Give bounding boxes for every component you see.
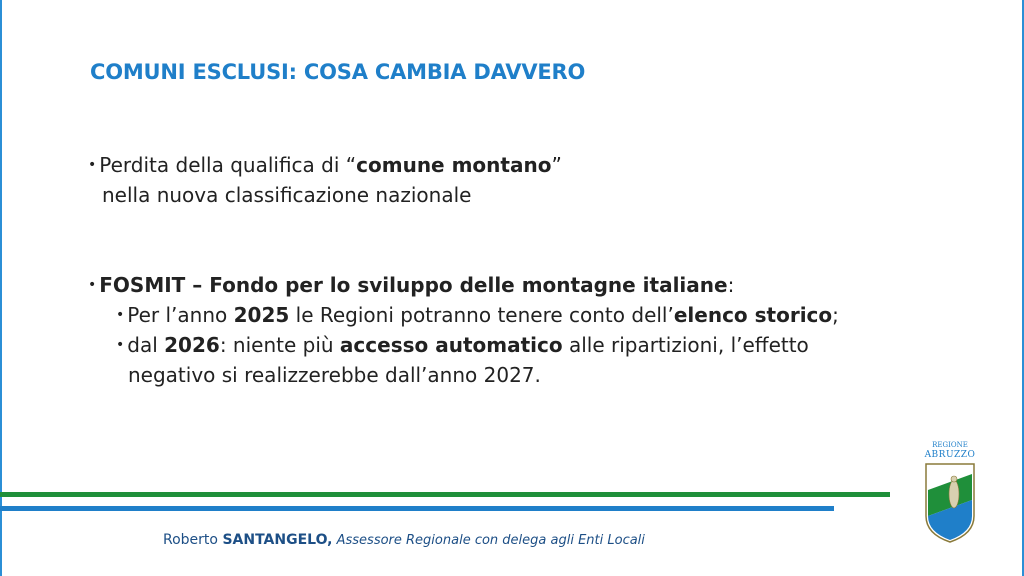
spacer [88,210,968,270]
sub-bullet-1-year: 2025 [233,303,290,327]
bullet-1-bold: comune montano [356,153,552,177]
slide-title: COMUNI ESCLUSI: COSA CAMBIA DAVVERO [90,60,586,84]
bullet-dot: • [88,277,97,293]
sub-bullet-2-year: 2026 [164,333,220,357]
sub-bullet-1-text-c: le Regioni potranno tenere conto dell’ [289,303,674,327]
sub-bullet-1-bold: elenco storico [673,303,833,327]
sub-bullet-2-text-e: alle ripartizioni, l’effetto [562,333,809,357]
bullet-1-pre: Perdita della qualifica di “ [99,153,357,177]
logo-line-1: REGIONE [932,441,968,449]
blue-divider-stripe [0,506,834,511]
bullet-1-line-2: nella nuova classificazione nazionale [102,183,472,207]
footer-first-name: Roberto [163,532,223,548]
sub-bullet-2-bold: accesso automatico [339,333,563,357]
sub-bullet-2-line-2: negativo si realizzerebbe dall’anno 2027. [128,363,541,387]
frame-left-border [0,0,2,576]
sub-bullet-1 [88,300,968,330]
sub-bullet-1-text-a: Per l’anno [127,303,234,327]
bullet-dot: • [116,337,125,353]
sub-bullet-2 [88,330,968,360]
sub-bullet-2-text-a: dal [127,333,165,357]
footer-last-name: SANTANGELO, [222,532,333,548]
sub-bullet-1-end: ; [832,303,839,327]
logo-line-2: ABRUZZO [924,450,976,460]
slide-content [88,150,968,390]
footer-credit [163,532,645,548]
bullet-dot: • [116,307,125,323]
bullet-2-post: : [727,273,735,297]
coat-of-arms-icon [918,460,982,546]
sub-bullet-2-text-c: : niente più [219,333,340,357]
bullet-1-line-1 [88,150,968,180]
bullet-1-post: ” [551,153,562,177]
bullet-dot: • [88,157,97,173]
bullet-2-line-1 [88,270,968,300]
regione-abruzzo-logo [918,440,982,548]
footer-role: Assessore Regionale con delega agli Enti Locali [332,533,645,548]
green-divider-stripe [0,492,890,497]
bullet-2-bold: FOSMIT – Fondo per lo sviluppo delle montagne italiane [99,273,728,297]
